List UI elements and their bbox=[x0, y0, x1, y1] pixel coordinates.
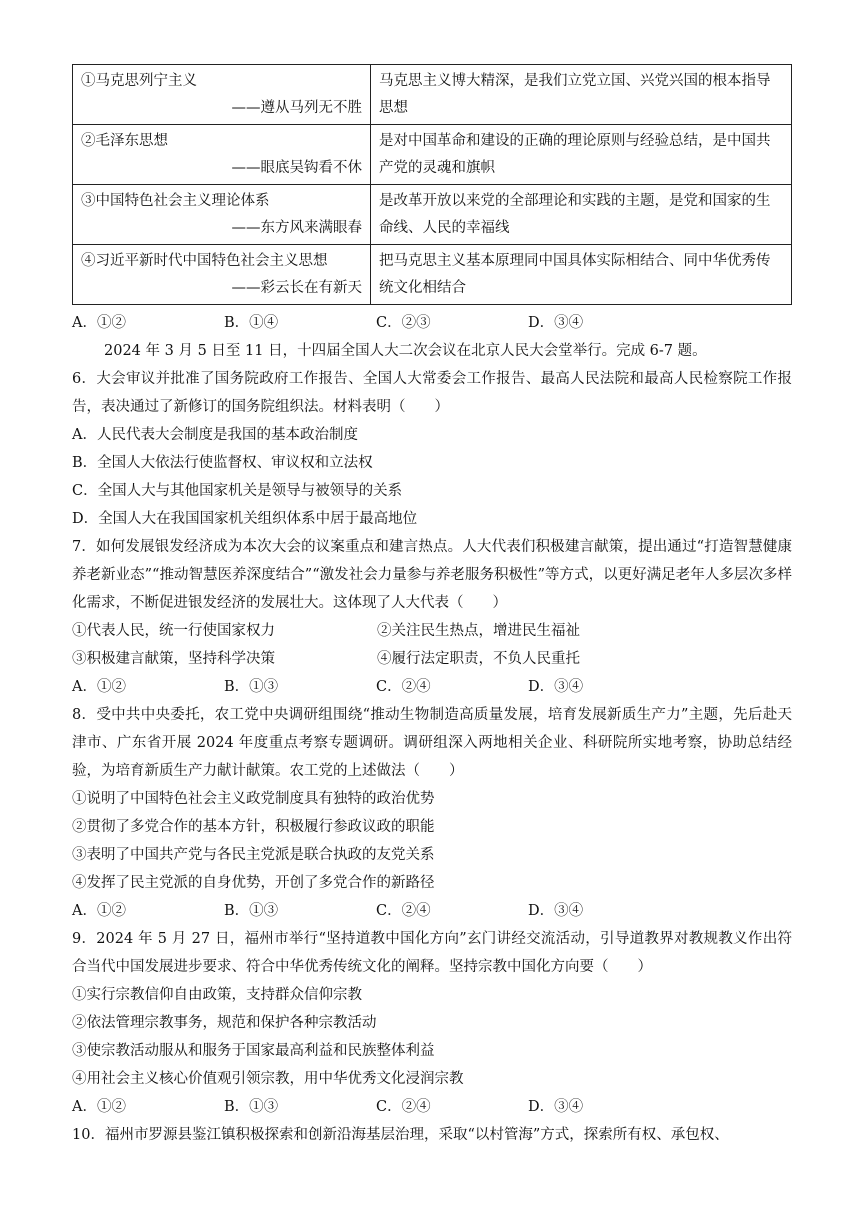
q7-stem: 7．如何发展银发经济成为本次大会的议案重点和建言热点。人大代表们积极建言献策，提出通过“打造智慧健康养老新业态”“推动智慧医养深度结合”“激发社会力量参与养老服务积极性”等方式，以更好满足老年人多层次多样化需求，不断促进银发经济的发展壮大。这体现了人大代表（ ） bbox=[72, 539, 792, 611]
answer-option-d[interactable]: D．③④ bbox=[528, 679, 584, 695]
theory-table bbox=[72, 64, 792, 305]
answer-option-c[interactable]: C．②④ bbox=[376, 1099, 431, 1115]
q6-option-a[interactable]: A．人民代表大会制度是我国的基本政治制度 bbox=[72, 427, 358, 443]
table-cell-description: 马克思主义博大精深，是我们立党立国、兴党兴国的根本指导思想 bbox=[371, 65, 792, 125]
table-cell-description: 是改革开放以来党的全部理论和实践的主题，是党和国家的生命线、人民的幸福线 bbox=[371, 185, 792, 245]
q9-stem: 9．2024 年 5 月 27 日，福州市举行“坚持道教中国化方向”玄门讲经交流活动，引导道教界对教规教义作出符合当代中国发展进步要求、符合中华优秀传统文化的阐释。坚持宗教中国化方向要（ ） bbox=[72, 931, 792, 975]
q8-statement-1: ①说明了中国特色社会主义政党制度具有独特的政治优势 bbox=[72, 791, 435, 807]
q7-answers bbox=[72, 673, 792, 701]
answer-option-b[interactable]: B．①③ bbox=[224, 903, 279, 919]
answer-option-c[interactable]: C．②③ bbox=[376, 315, 431, 331]
theory-name: ④习近平新时代中国特色社会主义思想 bbox=[81, 253, 328, 269]
table-row bbox=[73, 65, 792, 125]
theory-poem: ——遵从马列无不胜 bbox=[231, 100, 362, 116]
answer-option-b[interactable]: B．①④ bbox=[224, 315, 279, 331]
q7-statement-3: ③积极建言献策，坚持科学决策 bbox=[72, 651, 275, 667]
q6-option-c[interactable]: C．全国人大与其他国家机关是领导与被领导的关系 bbox=[72, 483, 403, 499]
table-row bbox=[73, 185, 792, 245]
q6-stem: 6．大会审议并批准了国务院政府工作报告、全国人大常委会工作报告、最高人民法院和最高人民检察院工作报告，表决通过了新修订的国务院组织法。材料表明（ ） bbox=[72, 371, 792, 415]
answer-option-a[interactable]: A．①② bbox=[72, 1099, 126, 1115]
q8-statement-4: ④发挥了民主党派的自身优势，开创了多党合作的新路径 bbox=[72, 875, 435, 891]
answer-option-d[interactable]: D．③④ bbox=[528, 315, 584, 331]
theory-poem: ——眼底吴钩看不休 bbox=[231, 160, 362, 176]
table-cell-theory bbox=[73, 65, 371, 125]
q7-statement-2: ②关注民生热点，增进民生福祉 bbox=[377, 623, 580, 639]
q6-option-b[interactable]: B．全国人大依法行使监督权、审议权和立法权 bbox=[72, 455, 373, 471]
theory-name: ③中国特色社会主义理论体系 bbox=[81, 193, 270, 209]
answer-option-b[interactable]: B．①③ bbox=[224, 679, 279, 695]
answer-option-b[interactable]: B．①③ bbox=[224, 1099, 279, 1115]
q9-answers bbox=[72, 1093, 792, 1121]
answer-option-d[interactable]: D．③④ bbox=[528, 1099, 584, 1115]
q8-stem: 8．受中共中央委托，农工党中央调研组围绕“推动生物制造高质量发展，培育发展新质生产力”主题，先后赴天津市、广东省开展 2024 年度重点考察专题调研。调研组深入两地相关企业、科研院所实地考察，协助总结经验，为培育新质生产力献计献策。农工党的上述做法（ ） bbox=[72, 707, 792, 779]
q7-statement-4: ④履行法定职责，不负人民重托 bbox=[377, 651, 580, 667]
q9-statement-2: ②依法管理宗教事务，规范和保护各种宗教活动 bbox=[72, 1015, 377, 1031]
q9-statement-4: ④用社会主义核心价值观引领宗教，用中华优秀文化浸润宗教 bbox=[72, 1071, 464, 1087]
answer-option-a[interactable]: A．①② bbox=[72, 679, 126, 695]
answer-option-c[interactable]: C．②④ bbox=[376, 903, 431, 919]
answer-option-c[interactable]: C．②④ bbox=[376, 679, 431, 695]
theory-name: ②毛泽东思想 bbox=[81, 133, 168, 149]
table-cell-theory bbox=[73, 125, 371, 185]
table-row bbox=[73, 245, 792, 305]
q9-statement-3: ③使宗教活动服从和服务于国家最高利益和民族整体利益 bbox=[72, 1043, 435, 1059]
exam-page bbox=[72, 64, 792, 1149]
answer-option-d[interactable]: D．③④ bbox=[528, 903, 584, 919]
table-row bbox=[73, 125, 792, 185]
q7-statement-1: ①代表人民，统一行使国家权力 bbox=[72, 623, 275, 639]
theory-poem: ——彩云长在有新天 bbox=[231, 280, 362, 296]
q8-answers bbox=[72, 897, 792, 925]
theory-name: ①马克思列宁主义 bbox=[81, 73, 197, 89]
q5-answers bbox=[72, 309, 792, 337]
answer-option-a[interactable]: A．①② bbox=[72, 903, 126, 919]
table-cell-theory bbox=[73, 245, 371, 305]
table-cell-description: 把马克思主义基本原理同中国具体实际相结合、同中华优秀传统文化相结合 bbox=[371, 245, 792, 305]
theory-poem: ——东方风来满眼春 bbox=[231, 220, 362, 236]
table-cell-theory bbox=[73, 185, 371, 245]
intro-6-7: 2024 年 3 月 5 日至 11 日，十四届全国人大二次会议在北京人民大会堂举行。完成 6-7 题。 bbox=[104, 343, 707, 359]
table-cell-description: 是对中国革命和建设的正确的理论原则与经验总结，是中国共产党的灵魂和旗帜 bbox=[371, 125, 792, 185]
q8-statement-2: ②贯彻了多党合作的基本方针，积极履行参政议政的职能 bbox=[72, 819, 435, 835]
answer-option-a[interactable]: A．①② bbox=[72, 315, 126, 331]
q8-statement-3: ③表明了中国共产党与各民主党派是联合执政的友党关系 bbox=[72, 847, 435, 863]
q7-statements bbox=[72, 617, 792, 673]
q6-option-d[interactable]: D．全国人大在我国国家机关组织体系中居于最高地位 bbox=[72, 511, 418, 527]
q9-statement-1: ①实行宗教信仰自由政策，支持群众信仰宗教 bbox=[72, 987, 362, 1003]
q10-stem: 10．福州市罗源县鉴江镇积极探索和创新沿海基层治理，采取“以村管海”方式，探索所有权、承包权、 bbox=[72, 1127, 729, 1143]
